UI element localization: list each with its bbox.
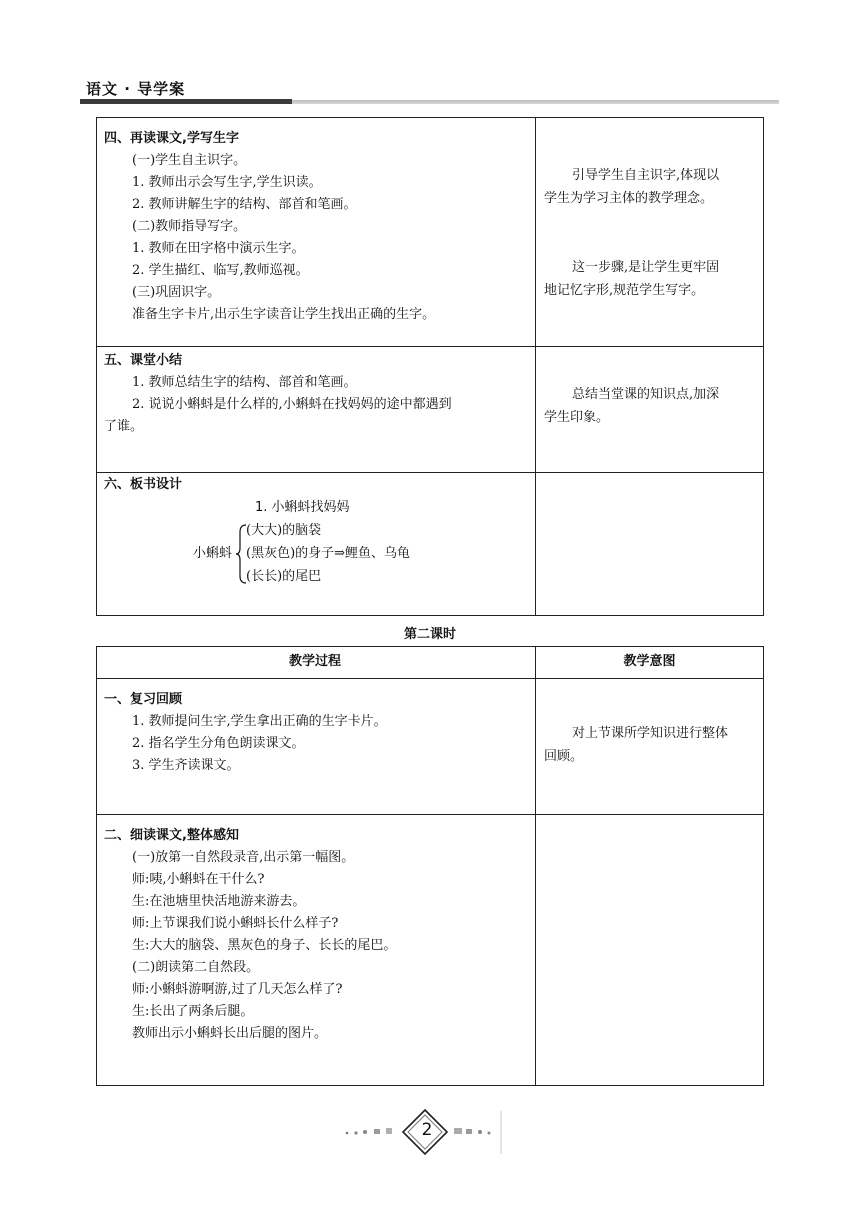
list-item: 2. 说说小蝌蚪是什么样的,小蝌蚪在找妈妈的途中都遇到 xyxy=(132,397,452,412)
board-line: (大大)的脑袋 xyxy=(246,523,322,538)
close-reading-process xyxy=(104,825,524,1045)
section-heading: 二、细读课文,整体感知 xyxy=(104,828,239,843)
board-label: 小蝌蚪 xyxy=(193,546,233,561)
page-header-title: 语文 · 导学案 xyxy=(86,80,186,98)
list-item: 1. 教师出示会写生字,学生识读。 xyxy=(132,175,322,190)
list-item: 2. 教师讲解生字的结构、部首和笔画。 xyxy=(132,197,357,212)
intent-text: 总结当堂课的知识点,加深 xyxy=(572,387,720,402)
board-line: (长长)的尾巴 xyxy=(246,569,322,584)
section-4-intent-a xyxy=(544,164,759,210)
intent-text: 学生印象。 xyxy=(544,410,610,425)
intent-text: 引导学生自主识字,体现以 xyxy=(572,168,720,183)
list-item: (一)放第一自然段录音,出示第一幅图。 xyxy=(132,850,355,865)
column-header-process: 教学过程 xyxy=(288,654,341,669)
section-5-process xyxy=(104,350,524,438)
list-item: (二)朗读第二自然段。 xyxy=(132,960,260,975)
section-heading: 五、课堂小结 xyxy=(104,353,183,368)
list-item: (三)巩固识字。 xyxy=(132,285,221,300)
header-bar-light xyxy=(292,100,779,104)
list-item: 师:咦,小蝌蚪在干什么? xyxy=(132,872,265,887)
column-header-intent: 教学意图 xyxy=(623,654,676,669)
list-item: 师:上节课我们说小蝌蚪长什么样子? xyxy=(132,916,339,931)
list-item: 1. 教师提问生字,学生拿出正确的生字卡片。 xyxy=(132,714,387,729)
list-item: (一)学生自主识字。 xyxy=(132,153,247,168)
section-4-intent-b xyxy=(544,256,759,302)
list-item: 2. 学生描红、临写,教师巡视。 xyxy=(132,263,309,278)
intent-text: 回顾。 xyxy=(544,749,584,764)
list-item: 1. 教师总结生字的结构、部首和笔画。 xyxy=(132,375,357,390)
list-item: 生:长出了两条后腿。 xyxy=(132,1004,254,1019)
section-4-process xyxy=(104,128,524,326)
board-title: 1. 小蝌蚪找妈妈 xyxy=(255,500,350,515)
list-item: 了谁。 xyxy=(104,419,144,434)
review-process xyxy=(104,689,524,777)
board-line: (黑灰色)的身子⇒鲤鱼、乌龟 xyxy=(246,546,411,561)
review-intent xyxy=(544,722,759,768)
header-bar-dark xyxy=(80,99,292,104)
list-item: 1. 教师在田字格中演示生字。 xyxy=(132,241,305,256)
section-caption: 第二课时 xyxy=(403,627,456,642)
intent-text: 学生为学习主体的教学理念。 xyxy=(544,191,714,206)
list-item: 3. 学生齐读课文。 xyxy=(132,758,240,773)
list-item: 生:在池塘里快活地游来游去。 xyxy=(132,894,306,909)
section-heading: 四、再读课文,学写生字 xyxy=(104,131,239,146)
list-item: 生:大大的脑袋、黑灰色的身子、长长的尾巴。 xyxy=(132,938,397,953)
intent-text: 对上节课所学知识进行整体 xyxy=(572,726,729,741)
intent-text: 地记忆字形,规范学生写字。 xyxy=(544,283,705,298)
list-item: (二)教师指导写字。 xyxy=(132,219,247,234)
list-item: 教师出示小蝌蚪长出后腿的图片。 xyxy=(132,1026,328,1041)
section-heading: 六、板书设计 xyxy=(104,477,183,492)
list-item: 2. 指名学生分角色朗读课文。 xyxy=(132,736,305,751)
section-heading: 一、复习回顾 xyxy=(104,692,183,707)
list-item: 准备生字卡片,出示生字读音让学生找出正确的生字。 xyxy=(132,307,436,322)
intent-text: 这一步骤,是让学生更牢固 xyxy=(572,260,720,275)
list-item: 师:小蝌蚪游啊游,过了几天怎么样了? xyxy=(132,982,343,997)
section-5-intent xyxy=(544,383,759,429)
page-number: 2 xyxy=(421,1120,433,1140)
